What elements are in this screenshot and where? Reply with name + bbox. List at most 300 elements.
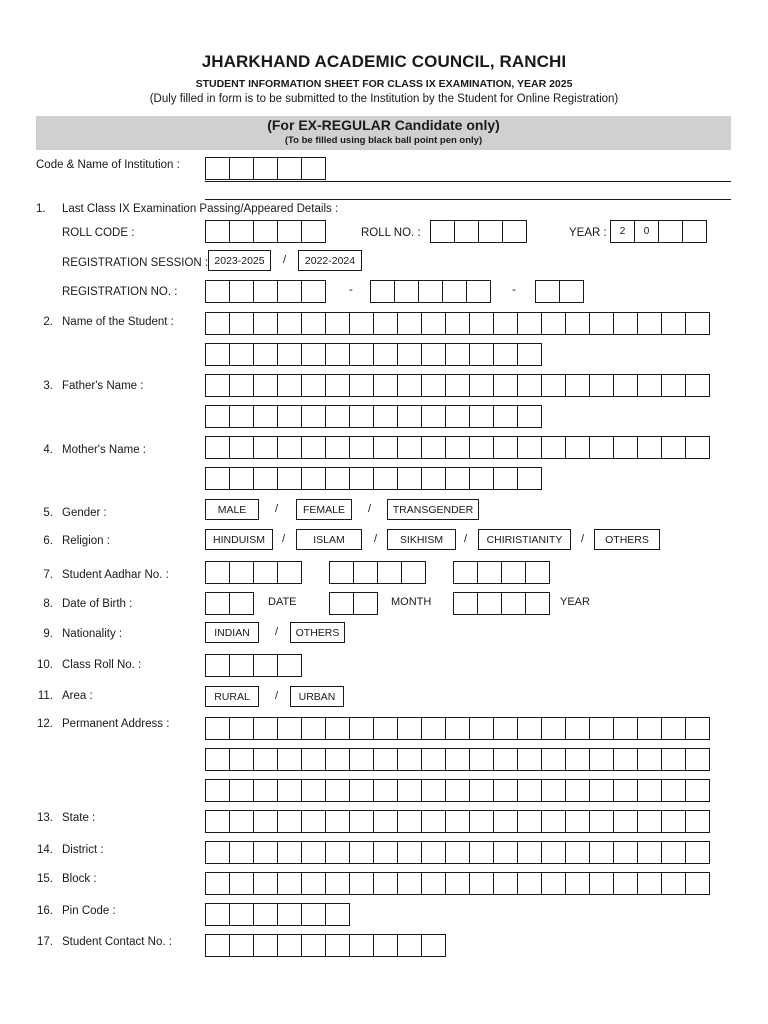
aadhar-grid-1-cell[interactable]	[205, 561, 230, 584]
address-grid-row-1-cell[interactable]	[685, 717, 710, 740]
class-roll-grid[interactable]	[205, 654, 301, 677]
father-name-grid-row-2-cell[interactable]	[373, 405, 398, 428]
registration-no-grid-2-cell[interactable]	[466, 280, 491, 303]
student-name-grid-row-2[interactable]	[205, 343, 541, 366]
address-grid-row-2-cell[interactable]	[469, 748, 494, 771]
address-grid-row-1-cell[interactable]	[397, 717, 422, 740]
mother-name-grid-row-1-cell[interactable]	[253, 436, 278, 459]
district-grid-cell[interactable]	[613, 841, 638, 864]
state-grid[interactable]	[205, 810, 709, 833]
student-name-grid-row-1-cell[interactable]	[325, 312, 350, 335]
father-name-grid-row-2-cell[interactable]	[517, 405, 542, 428]
address-grid-row-1-cell[interactable]	[229, 717, 254, 740]
registration-no-grid-1-cell[interactable]	[277, 280, 302, 303]
student-name-grid-row-1-cell[interactable]	[661, 312, 686, 335]
dob-year-grid[interactable]	[453, 592, 549, 615]
dob-date-grid-cell[interactable]	[205, 592, 230, 615]
address-grid-row-1-cell[interactable]	[445, 717, 470, 740]
address-grid-row-2-cell[interactable]	[301, 748, 326, 771]
dob-year-grid-cell[interactable]	[453, 592, 478, 615]
mother-name-grid-row-1-cell[interactable]	[517, 436, 542, 459]
block-grid-cell[interactable]	[325, 872, 350, 895]
class-roll-grid-cell[interactable]	[205, 654, 230, 677]
registration-no-grid-1-cell[interactable]	[301, 280, 326, 303]
block-grid-cell[interactable]	[205, 872, 230, 895]
address-grid-row-2-cell[interactable]	[349, 748, 374, 771]
area-option-rural[interactable]: RURAL	[205, 686, 259, 707]
registration-no-grid-2-cell[interactable]	[394, 280, 419, 303]
class-roll-grid-cell[interactable]	[229, 654, 254, 677]
father-name-grid-row-1-cell[interactable]	[613, 374, 638, 397]
student-name-grid-row-2-cell[interactable]	[421, 343, 446, 366]
state-grid-cell[interactable]	[205, 810, 230, 833]
registration-no-grid-2-cell[interactable]	[442, 280, 467, 303]
address-grid-row-1-cell[interactable]	[349, 717, 374, 740]
mother-name-grid-row-2-cell[interactable]	[373, 467, 398, 490]
block-grid-cell[interactable]	[373, 872, 398, 895]
address-grid-row-2-cell[interactable]	[517, 748, 542, 771]
district-grid-cell[interactable]	[205, 841, 230, 864]
religion-option-christianity[interactable]: CHIRISTIANITY	[478, 529, 571, 550]
session-option-2023-2025[interactable]: 2023-2025	[208, 250, 271, 271]
student-name-grid-row-2-cell[interactable]	[397, 343, 422, 366]
student-name-grid-row-1-cell[interactable]	[469, 312, 494, 335]
pin-code-grid-cell[interactable]	[205, 903, 230, 926]
registration-no-grid-3[interactable]	[535, 280, 583, 303]
pin-code-grid-cell[interactable]	[301, 903, 326, 926]
contact-grid-cell[interactable]	[277, 934, 302, 957]
father-name-grid-row-1-cell[interactable]	[325, 374, 350, 397]
address-grid-row-1-cell[interactable]	[589, 717, 614, 740]
district-grid-cell[interactable]	[541, 841, 566, 864]
year-digit-2[interactable]: 0	[634, 220, 659, 243]
mother-name-grid-row-2-cell[interactable]	[445, 467, 470, 490]
dob-date-grid[interactable]	[205, 592, 253, 615]
aadhar-grid-3-cell[interactable]	[501, 561, 526, 584]
state-grid-cell[interactable]	[565, 810, 590, 833]
father-name-grid-row-1-cell[interactable]	[373, 374, 398, 397]
student-name-grid-row-2-cell[interactable]	[205, 343, 230, 366]
state-grid-cell[interactable]	[661, 810, 686, 833]
aadhar-grid-3-cell[interactable]	[453, 561, 478, 584]
contact-grid-cell[interactable]	[421, 934, 446, 957]
student-name-grid-row-1-cell[interactable]	[565, 312, 590, 335]
address-grid-row-3-cell[interactable]	[493, 779, 518, 802]
aadhar-grid-1-cell[interactable]	[253, 561, 278, 584]
state-grid-cell[interactable]	[373, 810, 398, 833]
district-grid-cell[interactable]	[325, 841, 350, 864]
registration-no-grid-3-cell[interactable]	[559, 280, 584, 303]
address-grid-row-1-cell[interactable]	[301, 717, 326, 740]
father-name-grid-row-1-cell[interactable]	[589, 374, 614, 397]
aadhar-grid-2[interactable]	[329, 561, 425, 584]
student-name-grid-row-1-cell[interactable]	[541, 312, 566, 335]
mother-name-grid-row-1-cell[interactable]	[565, 436, 590, 459]
institution-name-line[interactable]	[205, 181, 731, 182]
state-grid-cell[interactable]	[421, 810, 446, 833]
roll-no-grid-cell[interactable]	[478, 220, 503, 243]
address-grid-row-2-cell[interactable]	[325, 748, 350, 771]
state-grid-cell[interactable]	[397, 810, 422, 833]
address-grid-row-3-cell[interactable]	[301, 779, 326, 802]
address-grid-row-1-cell[interactable]	[517, 717, 542, 740]
nationality-option-others[interactable]: OTHERS	[290, 622, 345, 643]
address-grid-row-3-cell[interactable]	[541, 779, 566, 802]
father-name-grid-row-1-cell[interactable]	[541, 374, 566, 397]
student-name-grid-row-1-cell[interactable]	[421, 312, 446, 335]
block-grid-cell[interactable]	[565, 872, 590, 895]
father-name-grid-row-2-cell[interactable]	[349, 405, 374, 428]
address-grid-row-2-cell[interactable]	[541, 748, 566, 771]
district-grid-cell[interactable]	[421, 841, 446, 864]
block-grid-cell[interactable]	[517, 872, 542, 895]
address-grid-row-2-cell[interactable]	[229, 748, 254, 771]
district-grid-cell[interactable]	[349, 841, 374, 864]
address-grid-row-2-cell[interactable]	[589, 748, 614, 771]
address-grid-row-1-cell[interactable]	[325, 717, 350, 740]
district-grid-cell[interactable]	[277, 841, 302, 864]
state-grid-cell[interactable]	[613, 810, 638, 833]
mother-name-grid-row-1-cell[interactable]	[277, 436, 302, 459]
mother-name-grid-row-1-cell[interactable]	[301, 436, 326, 459]
registration-no-grid-2-cell[interactable]	[418, 280, 443, 303]
address-grid-row-2-cell[interactable]	[637, 748, 662, 771]
block-grid-cell[interactable]	[469, 872, 494, 895]
address-grid-row-2-cell[interactable]	[613, 748, 638, 771]
dob-month-grid[interactable]	[329, 592, 377, 615]
father-name-grid-row-2-cell[interactable]	[445, 405, 470, 428]
father-name-grid-row-1-cell[interactable]	[205, 374, 230, 397]
mother-name-grid-row-2-cell[interactable]	[277, 467, 302, 490]
district-grid-cell[interactable]	[397, 841, 422, 864]
address-grid-row-3-cell[interactable]	[469, 779, 494, 802]
district-grid-cell[interactable]	[253, 841, 278, 864]
address-grid-row-2-cell[interactable]	[685, 748, 710, 771]
registration-no-grid-2-cell[interactable]	[370, 280, 395, 303]
student-name-grid-row-1-cell[interactable]	[301, 312, 326, 335]
district-grid[interactable]	[205, 841, 709, 864]
district-grid-cell[interactable]	[301, 841, 326, 864]
student-name-grid-row-2-cell[interactable]	[517, 343, 542, 366]
student-name-grid-row-2-cell[interactable]	[493, 343, 518, 366]
father-name-grid-row-1-cell[interactable]	[469, 374, 494, 397]
district-grid-cell[interactable]	[589, 841, 614, 864]
state-grid-cell[interactable]	[517, 810, 542, 833]
address-grid-row-2-cell[interactable]	[493, 748, 518, 771]
roll-code-grid-cell[interactable]	[277, 220, 302, 243]
mother-name-grid-row-1-cell[interactable]	[205, 436, 230, 459]
father-name-grid-row-1-cell[interactable]	[277, 374, 302, 397]
address-grid-row-2-cell[interactable]	[253, 748, 278, 771]
student-name-grid-row-1-cell[interactable]	[397, 312, 422, 335]
address-grid-row-3-cell[interactable]	[205, 779, 230, 802]
mother-name-grid-row-1-cell[interactable]	[493, 436, 518, 459]
address-grid-row-2-cell[interactable]	[445, 748, 470, 771]
year-grid[interactable]	[610, 220, 706, 243]
contact-grid-cell[interactable]	[205, 934, 230, 957]
mother-name-grid-row-1-cell[interactable]	[445, 436, 470, 459]
district-grid-cell[interactable]	[517, 841, 542, 864]
contact-grid-cell[interactable]	[301, 934, 326, 957]
district-grid-cell[interactable]	[637, 841, 662, 864]
address-grid-row-3-cell[interactable]	[661, 779, 686, 802]
student-name-grid-row-1-cell[interactable]	[373, 312, 398, 335]
block-grid-cell[interactable]	[685, 872, 710, 895]
student-name-grid-row-2-cell[interactable]	[445, 343, 470, 366]
address-grid-row-3-cell[interactable]	[277, 779, 302, 802]
address-grid-row-1-cell[interactable]	[637, 717, 662, 740]
session-option-2022-2024[interactable]: 2022-2024	[298, 250, 362, 271]
block-grid[interactable]	[205, 872, 709, 895]
dob-year-grid-cell[interactable]	[501, 592, 526, 615]
state-grid-cell[interactable]	[493, 810, 518, 833]
father-name-grid-row-2-cell[interactable]	[325, 405, 350, 428]
block-grid-cell[interactable]	[661, 872, 686, 895]
address-grid-row-2-cell[interactable]	[373, 748, 398, 771]
pin-code-grid-cell[interactable]	[277, 903, 302, 926]
address-grid-row-3-cell[interactable]	[325, 779, 350, 802]
contact-grid-cell[interactable]	[253, 934, 278, 957]
block-grid-cell[interactable]	[277, 872, 302, 895]
address-grid-row-3-cell[interactable]	[373, 779, 398, 802]
mother-name-grid-row-2-cell[interactable]	[421, 467, 446, 490]
student-name-grid-row-2-cell[interactable]	[229, 343, 254, 366]
address-grid-row-1-cell[interactable]	[493, 717, 518, 740]
aadhar-grid-3-cell[interactable]	[525, 561, 550, 584]
address-grid-row-1-cell[interactable]	[541, 717, 566, 740]
address-grid-row-3-cell[interactable]	[397, 779, 422, 802]
mother-name-grid-row-1-cell[interactable]	[541, 436, 566, 459]
father-name-grid-row-1-cell[interactable]	[301, 374, 326, 397]
mother-name-grid-row-1-cell[interactable]	[229, 436, 254, 459]
contact-grid[interactable]	[205, 934, 445, 957]
student-name-grid-row-1-cell[interactable]	[205, 312, 230, 335]
student-name-grid-row-1-cell[interactable]	[445, 312, 470, 335]
address-grid-row-3-cell[interactable]	[685, 779, 710, 802]
state-grid-cell[interactable]	[229, 810, 254, 833]
state-grid-cell[interactable]	[277, 810, 302, 833]
father-name-grid-row-2-cell[interactable]	[301, 405, 326, 428]
district-grid-cell[interactable]	[373, 841, 398, 864]
address-grid-row-2-cell[interactable]	[397, 748, 422, 771]
dob-date-grid-cell[interactable]	[229, 592, 254, 615]
father-name-grid-row-1-cell[interactable]	[397, 374, 422, 397]
registration-no-grid-1[interactable]	[205, 280, 325, 303]
religion-option-islam[interactable]: ISLAM	[296, 529, 362, 550]
district-grid-cell[interactable]	[445, 841, 470, 864]
student-name-grid-row-1-cell[interactable]	[637, 312, 662, 335]
mother-name-grid-row-1-cell[interactable]	[661, 436, 686, 459]
contact-grid-cell[interactable]	[397, 934, 422, 957]
roll-code-grid-cell[interactable]	[301, 220, 326, 243]
mother-name-grid-row-2-cell[interactable]	[517, 467, 542, 490]
district-grid-cell[interactable]	[469, 841, 494, 864]
institution-name-line-2[interactable]	[205, 199, 731, 200]
district-grid-cell[interactable]	[661, 841, 686, 864]
institution-code-grid-cell[interactable]	[229, 157, 254, 180]
student-name-grid-row-1[interactable]	[205, 312, 709, 335]
mother-name-grid-row-1-cell[interactable]	[613, 436, 638, 459]
pin-code-grid-cell[interactable]	[325, 903, 350, 926]
mother-name-grid-row-1-cell[interactable]	[349, 436, 374, 459]
father-name-grid-row-2-cell[interactable]	[229, 405, 254, 428]
state-grid-cell[interactable]	[445, 810, 470, 833]
block-grid-cell[interactable]	[397, 872, 422, 895]
pin-code-grid-cell[interactable]	[229, 903, 254, 926]
block-grid-cell[interactable]	[253, 872, 278, 895]
address-grid-row-2-cell[interactable]	[205, 748, 230, 771]
father-name-grid-row-1-cell[interactable]	[349, 374, 374, 397]
roll-code-grid-cell[interactable]	[205, 220, 230, 243]
address-grid-row-3-cell[interactable]	[517, 779, 542, 802]
address-grid-row-1-cell[interactable]	[613, 717, 638, 740]
roll-no-grid-cell[interactable]	[454, 220, 479, 243]
block-grid-cell[interactable]	[301, 872, 326, 895]
registration-no-grid-2[interactable]	[370, 280, 490, 303]
father-name-grid-row-1-cell[interactable]	[565, 374, 590, 397]
state-grid-cell[interactable]	[685, 810, 710, 833]
mother-name-grid-row-2-cell[interactable]	[397, 467, 422, 490]
mother-name-grid-row-1-cell[interactable]	[397, 436, 422, 459]
district-grid-cell[interactable]	[229, 841, 254, 864]
address-grid-row-3-cell[interactable]	[253, 779, 278, 802]
aadhar-grid-3-cell[interactable]	[477, 561, 502, 584]
block-grid-cell[interactable]	[613, 872, 638, 895]
father-name-grid-row-1-cell[interactable]	[661, 374, 686, 397]
mother-name-grid-row-2-cell[interactable]	[349, 467, 374, 490]
father-name-grid-row-1-cell[interactable]	[517, 374, 542, 397]
nationality-option-indian[interactable]: INDIAN	[205, 622, 259, 643]
student-name-grid-row-2-cell[interactable]	[349, 343, 374, 366]
contact-grid-cell[interactable]	[325, 934, 350, 957]
student-name-grid-row-2-cell[interactable]	[277, 343, 302, 366]
institution-code-grid-cell[interactable]	[205, 157, 230, 180]
father-name-grid-row-2-cell[interactable]	[205, 405, 230, 428]
father-name-grid-row-1-cell[interactable]	[637, 374, 662, 397]
roll-code-grid-cell[interactable]	[253, 220, 278, 243]
address-grid-row-1-cell[interactable]	[469, 717, 494, 740]
district-grid-cell[interactable]	[565, 841, 590, 864]
block-grid-cell[interactable]	[589, 872, 614, 895]
address-grid-row-1-cell[interactable]	[661, 717, 686, 740]
address-grid-row-2-cell[interactable]	[565, 748, 590, 771]
dob-month-grid-cell[interactable]	[353, 592, 378, 615]
year-digit-1[interactable]: 2	[610, 220, 635, 243]
mother-name-grid-row-1[interactable]	[205, 436, 709, 459]
father-name-grid-row-2-cell[interactable]	[493, 405, 518, 428]
block-grid-cell[interactable]	[541, 872, 566, 895]
address-grid-row-2-cell[interactable]	[421, 748, 446, 771]
religion-option-others[interactable]: OTHERS	[594, 529, 660, 550]
state-grid-cell[interactable]	[253, 810, 278, 833]
father-name-grid-row-2[interactable]	[205, 405, 541, 428]
address-grid-row-3-cell[interactable]	[613, 779, 638, 802]
mother-name-grid-row-2-cell[interactable]	[325, 467, 350, 490]
state-grid-cell[interactable]	[637, 810, 662, 833]
mother-name-grid-row-2-cell[interactable]	[205, 467, 230, 490]
state-grid-cell[interactable]	[541, 810, 566, 833]
address-grid-row-3[interactable]	[205, 779, 709, 802]
mother-name-grid-row-2-cell[interactable]	[301, 467, 326, 490]
state-grid-cell[interactable]	[349, 810, 374, 833]
institution-code-grid-cell[interactable]	[277, 157, 302, 180]
block-grid-cell[interactable]	[637, 872, 662, 895]
student-name-grid-row-1-cell[interactable]	[685, 312, 710, 335]
student-name-grid-row-2-cell[interactable]	[253, 343, 278, 366]
address-grid-row-1[interactable]	[205, 717, 709, 740]
roll-code-grid[interactable]	[205, 220, 325, 243]
contact-grid-cell[interactable]	[229, 934, 254, 957]
student-name-grid-row-2-cell[interactable]	[301, 343, 326, 366]
address-grid-row-3-cell[interactable]	[589, 779, 614, 802]
registration-no-grid-3-cell[interactable]	[535, 280, 560, 303]
mother-name-grid-row-2-cell[interactable]	[469, 467, 494, 490]
aadhar-grid-2-cell[interactable]	[329, 561, 354, 584]
dob-month-grid-cell[interactable]	[329, 592, 354, 615]
mother-name-grid-row-2-cell[interactable]	[253, 467, 278, 490]
student-name-grid-row-1-cell[interactable]	[277, 312, 302, 335]
dob-year-grid-cell[interactable]	[477, 592, 502, 615]
father-name-grid-row-2-cell[interactable]	[253, 405, 278, 428]
registration-no-grid-1-cell[interactable]	[205, 280, 230, 303]
address-grid-row-2[interactable]	[205, 748, 709, 771]
mother-name-grid-row-1-cell[interactable]	[637, 436, 662, 459]
father-name-grid-row-2-cell[interactable]	[277, 405, 302, 428]
father-name-grid-row-1-cell[interactable]	[493, 374, 518, 397]
state-grid-cell[interactable]	[301, 810, 326, 833]
student-name-grid-row-1-cell[interactable]	[613, 312, 638, 335]
mother-name-grid-row-2-cell[interactable]	[493, 467, 518, 490]
gender-option-male[interactable]: MALE	[205, 499, 259, 520]
address-grid-row-3-cell[interactable]	[565, 779, 590, 802]
address-grid-row-1-cell[interactable]	[205, 717, 230, 740]
roll-code-grid-cell[interactable]	[229, 220, 254, 243]
class-roll-grid-cell[interactable]	[277, 654, 302, 677]
father-name-grid-row-1-cell[interactable]	[421, 374, 446, 397]
mother-name-grid-row-1-cell[interactable]	[373, 436, 398, 459]
address-grid-row-3-cell[interactable]	[637, 779, 662, 802]
address-grid-row-1-cell[interactable]	[421, 717, 446, 740]
address-grid-row-3-cell[interactable]	[229, 779, 254, 802]
religion-option-hinduism[interactable]: HINDUISM	[205, 529, 273, 550]
pin-code-grid-cell[interactable]	[253, 903, 278, 926]
year-digit-4[interactable]	[682, 220, 707, 243]
block-grid-cell[interactable]	[493, 872, 518, 895]
gender-option-transgender[interactable]: TRANSGENDER	[387, 499, 479, 520]
roll-no-grid[interactable]	[430, 220, 526, 243]
state-grid-cell[interactable]	[325, 810, 350, 833]
aadhar-grid-1-cell[interactable]	[229, 561, 254, 584]
registration-no-grid-1-cell[interactable]	[253, 280, 278, 303]
student-name-grid-row-2-cell[interactable]	[373, 343, 398, 366]
student-name-grid-row-1-cell[interactable]	[229, 312, 254, 335]
aadhar-grid-1[interactable]	[205, 561, 301, 584]
student-name-grid-row-1-cell[interactable]	[349, 312, 374, 335]
year-digit-3[interactable]	[658, 220, 683, 243]
address-grid-row-3-cell[interactable]	[421, 779, 446, 802]
address-grid-row-2-cell[interactable]	[661, 748, 686, 771]
roll-no-grid-cell[interactable]	[502, 220, 527, 243]
father-name-grid-row-1-cell[interactable]	[253, 374, 278, 397]
student-name-grid-row-1-cell[interactable]	[589, 312, 614, 335]
institution-code-grid-cell[interactable]	[301, 157, 326, 180]
state-grid-cell[interactable]	[469, 810, 494, 833]
aadhar-grid-2-cell[interactable]	[377, 561, 402, 584]
area-option-urban[interactable]: URBAN	[290, 686, 344, 707]
student-name-grid-row-1-cell[interactable]	[253, 312, 278, 335]
address-grid-row-3-cell[interactable]	[349, 779, 374, 802]
father-name-grid-row-2-cell[interactable]	[469, 405, 494, 428]
